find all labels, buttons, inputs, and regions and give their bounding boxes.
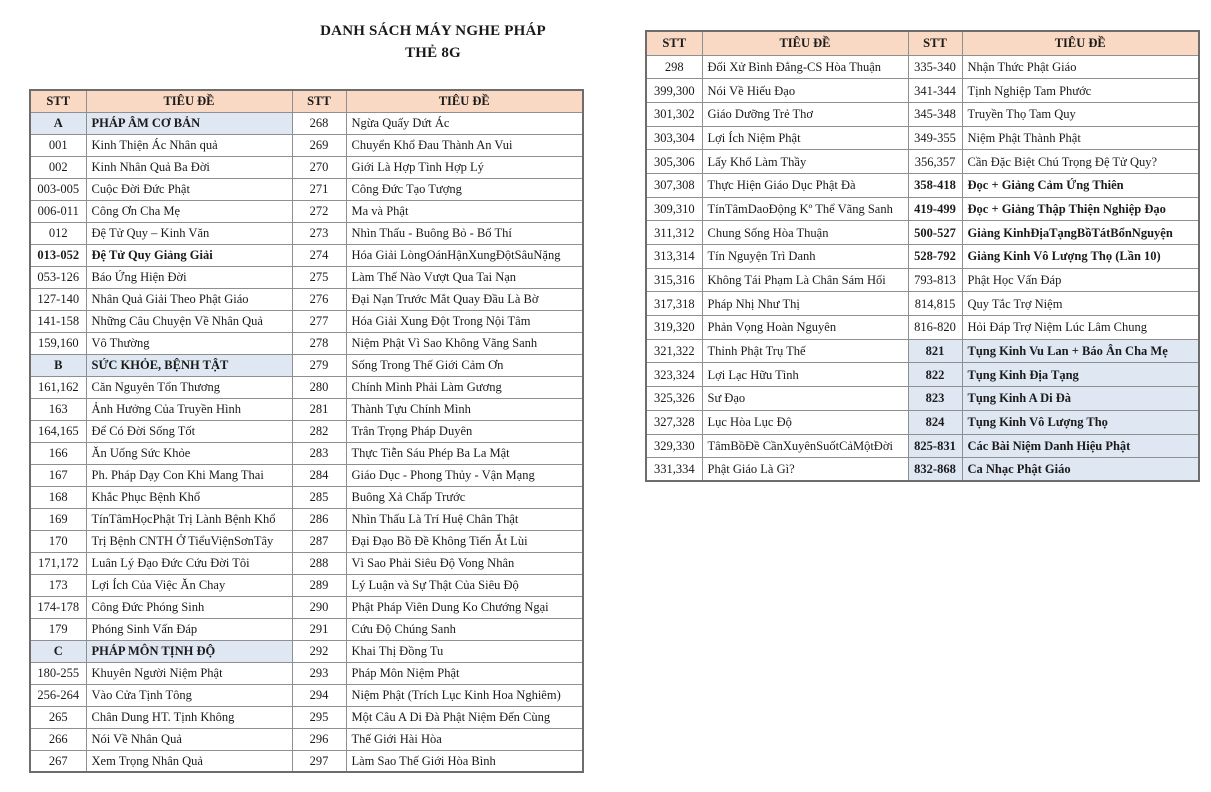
title-cell: Hóa Giải LòngOánHậnXungĐộtSâuNặng	[346, 244, 583, 266]
stt-cell: 286	[292, 508, 346, 530]
stt-cell: 327,328	[646, 410, 702, 434]
table-row	[30, 640, 583, 662]
stt-cell: 279	[292, 354, 346, 376]
title-cell: Đọc + Giảng Cảm Ứng Thiên	[962, 173, 1199, 197]
title-cell: Phóng Sinh Vấn Đáp	[86, 618, 292, 640]
table-row	[646, 55, 1199, 79]
stt-cell: 053-126	[30, 266, 86, 288]
stt-cell: 275	[292, 266, 346, 288]
title-cell: Kinh Thiện Ác Nhân quả	[86, 134, 292, 156]
stt-cell: 341-344	[908, 79, 962, 103]
table-row	[30, 552, 583, 574]
title-cell: Công Đức Phóng Sinh	[86, 596, 292, 618]
stt-cell: 313,314	[646, 245, 702, 269]
title-cell: Giáo Dưỡng Trẻ Thơ	[702, 102, 908, 126]
title-cell: Công Đức Tạo Tượng	[346, 178, 583, 200]
table-row	[30, 134, 583, 156]
stt-cell: 166	[30, 442, 86, 464]
title-cell: Pháp Môn Niệm Phật	[346, 662, 583, 684]
table-row	[30, 662, 583, 684]
header-stt: STT	[646, 31, 702, 55]
title-cell: Chính Mình Phải Làm Gương	[346, 376, 583, 398]
title-cell: Ngừa Quấy Dứt Ác	[346, 112, 583, 134]
title-cell: Làm Thế Nào Vượt Qua Tai Nạn	[346, 266, 583, 288]
stt-cell: 012	[30, 222, 86, 244]
stt-cell: 293	[292, 662, 346, 684]
stt-cell: 814,815	[908, 292, 962, 316]
stt-cell: 325,326	[646, 387, 702, 411]
stt-cell: 319,320	[646, 316, 702, 340]
title-cell: Sư Đạo	[702, 387, 908, 411]
left-table	[29, 89, 584, 773]
header-stt: STT	[30, 90, 86, 112]
stt-cell: B	[30, 354, 86, 376]
title-cell: Tín Nguyện Trì Danh	[702, 245, 908, 269]
title-cell: Nhận Thức Phật Giáo	[962, 55, 1199, 79]
stt-cell: 282	[292, 420, 346, 442]
header-title: TIÊU ĐỀ	[702, 31, 908, 55]
title-cell: Nhìn Thấu Là Trí Huệ Chân Thật	[346, 508, 583, 530]
table-row	[646, 339, 1199, 363]
header-title: TIÊU ĐỀ	[962, 31, 1199, 55]
stt-cell: 419-499	[908, 197, 962, 221]
title-cell: Các Bài Niệm Danh Hiệu Phật	[962, 434, 1199, 458]
title-cell: Phản Vọng Hoàn Nguyên	[702, 316, 908, 340]
title-cell: Đối Xử Bình Đẳng-CS Hòa Thuận	[702, 55, 908, 79]
table-row	[30, 684, 583, 706]
title-cell: Lợi Ích Của Việc Ăn Chay	[86, 574, 292, 596]
title-cell: Phật Pháp Viên Dung Ko Chướng Ngại	[346, 596, 583, 618]
stt-cell: 006-011	[30, 200, 86, 222]
table-row	[646, 126, 1199, 150]
stt-cell: 167	[30, 464, 86, 486]
title-cell: Pháp Nhị Như Thị	[702, 292, 908, 316]
stt-cell: 281	[292, 398, 346, 420]
stt-cell: 399,300	[646, 79, 702, 103]
title-cell: Khuyên Người Niệm Phật	[86, 662, 292, 684]
stt-cell: 823	[908, 387, 962, 411]
title-cell: Cần Đặc Biệt Chú Trọng Đệ Tử Quy?	[962, 150, 1199, 174]
title-cell: Thế Giới Hài Hòa	[346, 728, 583, 750]
title-cell: Đại Đạo Bồ Đề Không Tiến Ắt Lùi	[346, 530, 583, 552]
stt-cell: 276	[292, 288, 346, 310]
title-cell: Niệm Phật (Trích Lục Kinh Hoa Nghiêm)	[346, 684, 583, 706]
title-line-2: THẺ 8G	[405, 45, 461, 61]
header-title: TIÊU ĐỀ	[86, 90, 292, 112]
title-cell: Vì Sao Phải Siêu Độ Vong Nhân	[346, 552, 583, 574]
stt-cell: 270	[292, 156, 346, 178]
title-cell: Ph. Pháp Dạy Con Khi Mang Thai	[86, 464, 292, 486]
table-row	[30, 486, 583, 508]
stt-cell: 127-140	[30, 288, 86, 310]
title-cell: Hóa Giải Xung Đột Trong Nội Tâm	[346, 310, 583, 332]
table-row	[30, 310, 583, 332]
stt-cell: 821	[908, 339, 962, 363]
header-title: TIÊU ĐỀ	[346, 90, 583, 112]
table-row	[30, 596, 583, 618]
title-cell: Đại Nạn Trước Mắt Quay Đầu Là Bờ	[346, 288, 583, 310]
title-cell: Tịnh Nghiệp Tam Phước	[962, 79, 1199, 103]
stt-cell: 280	[292, 376, 346, 398]
title-cell: Tụng Kinh Vu Lan + Báo Ân Cha Mẹ	[962, 339, 1199, 363]
stt-cell: 356,357	[908, 150, 962, 174]
title-cell: Ảnh Hưởng Của Truyền Hình	[86, 398, 292, 420]
stt-cell: 832-868	[908, 458, 962, 482]
title-cell: Nói Về Nhân Quả	[86, 728, 292, 750]
title-cell: Một Câu A Di Đà Phật Niệm Đến Cùng	[346, 706, 583, 728]
title-line-1: DANH SÁCH MÁY NGHE PHÁP	[320, 23, 546, 39]
stt-cell: 307,308	[646, 173, 702, 197]
table-row	[646, 79, 1199, 103]
stt-cell: 292	[292, 640, 346, 662]
table-row	[646, 268, 1199, 292]
title-cell: Thành Tựu Chính Mình	[346, 398, 583, 420]
stt-cell: 179	[30, 618, 86, 640]
title-cell: SỨC KHỎE, BỆNH TẬT	[86, 354, 292, 376]
stt-cell: 278	[292, 332, 346, 354]
stt-cell: 294	[292, 684, 346, 706]
table-row	[646, 410, 1199, 434]
title-cell: Tụng Kinh Vô Lượng Thọ	[962, 410, 1199, 434]
stt-cell: 500-527	[908, 221, 962, 245]
table-row	[30, 728, 583, 750]
stt-cell: 277	[292, 310, 346, 332]
stt-cell: 793-813	[908, 268, 962, 292]
stt-cell: 163	[30, 398, 86, 420]
title-cell: Thực Hiện Giáo Dục Phật Đà	[702, 173, 908, 197]
title-cell: Quy Tắc Trợ Niệm	[962, 292, 1199, 316]
title-cell: Phật Giáo Là Gì?	[702, 458, 908, 482]
table-row	[30, 508, 583, 530]
title-cell: Ăn Uống Sức Khỏe	[86, 442, 292, 464]
page-title	[290, 20, 576, 64]
title-cell: Chung Sống Hòa Thuận	[702, 221, 908, 245]
table-row	[30, 530, 583, 552]
stt-cell: 161,162	[30, 376, 86, 398]
title-cell: Lục Hòa Lục Độ	[702, 410, 908, 434]
stt-cell: 329,330	[646, 434, 702, 458]
table-row	[646, 221, 1199, 245]
table-row	[30, 750, 583, 772]
table-row	[646, 173, 1199, 197]
stt-cell: 268	[292, 112, 346, 134]
title-cell: Phật Học Vấn Đáp	[962, 268, 1199, 292]
stt-cell: 345-348	[908, 102, 962, 126]
title-cell: Thực Tiễn Sáu Phép Ba La Mật	[346, 442, 583, 464]
title-cell: Lợi Ích Niệm Phật	[702, 126, 908, 150]
table-row	[30, 354, 583, 376]
title-cell: Nhân Quả Giải Theo Phật Giáo	[86, 288, 292, 310]
title-cell: Thỉnh Phật Trụ Thế	[702, 339, 908, 363]
table-row	[30, 420, 583, 442]
stt-cell: 273	[292, 222, 346, 244]
table-row	[30, 222, 583, 244]
stt-cell: 297	[292, 750, 346, 772]
header-stt: STT	[292, 90, 346, 112]
table-row	[30, 442, 583, 464]
title-cell: Giảng KinhĐịaTạngBồTátBổnNguyện	[962, 221, 1199, 245]
title-cell: PHÁP ÂM CƠ BẢN	[86, 112, 292, 134]
stt-cell: 272	[292, 200, 346, 222]
title-cell: Khắc Phục Bệnh Khổ	[86, 486, 292, 508]
title-cell: Giảng Kinh Vô Lượng Thọ (Lần 10)	[962, 245, 1199, 269]
title-cell: Vào Cửa Tịnh Tông	[86, 684, 292, 706]
stt-cell: A	[30, 112, 86, 134]
stt-cell: 171,172	[30, 552, 86, 574]
title-cell: Chuyển Khổ Đau Thành An Vui	[346, 134, 583, 156]
stt-cell: 164,165	[30, 420, 86, 442]
table-row	[646, 292, 1199, 316]
stt-cell: 174-178	[30, 596, 86, 618]
stt-cell: 267	[30, 750, 86, 772]
stt-cell: 269	[292, 134, 346, 156]
stt-cell: 822	[908, 363, 962, 387]
table-row	[646, 387, 1199, 411]
stt-cell: 170	[30, 530, 86, 552]
title-cell: Lấy Khổ Làm Thầy	[702, 150, 908, 174]
table-row	[30, 200, 583, 222]
title-cell: Ma và Phật	[346, 200, 583, 222]
title-cell: Ca Nhạc Phật Giáo	[962, 458, 1199, 482]
table-row	[30, 574, 583, 596]
table-row	[646, 197, 1199, 221]
stt-cell: 013-052	[30, 244, 86, 266]
stt-cell: 265	[30, 706, 86, 728]
table-row	[30, 376, 583, 398]
title-cell: Truyền Thọ Tam Quy	[962, 102, 1199, 126]
stt-cell: 311,312	[646, 221, 702, 245]
table-row	[30, 618, 583, 640]
title-cell: Công Ơn Cha Mẹ	[86, 200, 292, 222]
stt-cell: 321,322	[646, 339, 702, 363]
stt-cell: 003-005	[30, 178, 86, 200]
title-cell: Không Tái Phạm Là Chân Sám Hối	[702, 268, 908, 292]
title-cell: Kinh Nhân Quả Ba Đời	[86, 156, 292, 178]
table-row	[646, 458, 1199, 482]
stt-cell: 317,318	[646, 292, 702, 316]
table-row	[30, 706, 583, 728]
stt-cell: 180-255	[30, 662, 86, 684]
title-cell: Đệ Tử Quy – Kinh Văn	[86, 222, 292, 244]
stt-cell: 335-340	[908, 55, 962, 79]
stt-cell: 349-355	[908, 126, 962, 150]
stt-cell: 309,310	[646, 197, 702, 221]
stt-cell: 285	[292, 486, 346, 508]
stt-cell: 002	[30, 156, 86, 178]
table-row	[30, 266, 583, 288]
title-cell: Báo Ứng Hiện Đời	[86, 266, 292, 288]
table-row	[646, 245, 1199, 269]
title-cell: Nói Về Hiếu Đạo	[702, 79, 908, 103]
title-cell: Giới Là Hợp Tình Hợp Lý	[346, 156, 583, 178]
table-row	[30, 398, 583, 420]
title-cell: Tụng Kinh Địa Tạng	[962, 363, 1199, 387]
stt-cell: 288	[292, 552, 346, 574]
stt-cell: 528-792	[908, 245, 962, 269]
title-cell: Buông Xả Chấp Trước	[346, 486, 583, 508]
title-cell: Những Câu Chuyện Về Nhân Quả	[86, 310, 292, 332]
header-stt: STT	[908, 31, 962, 55]
stt-cell: 168	[30, 486, 86, 508]
table-row	[646, 102, 1199, 126]
stt-cell: 816-820	[908, 316, 962, 340]
table-row	[30, 156, 583, 178]
stt-cell: 298	[646, 55, 702, 79]
right-table	[645, 30, 1200, 482]
title-cell: Lý Luận và Sự Thật Của Siêu Độ	[346, 574, 583, 596]
stt-cell: 284	[292, 464, 346, 486]
title-cell: Căn Nguyên Tổn Thương	[86, 376, 292, 398]
title-cell: Niệm Phật Vì Sao Không Vãng Sanh	[346, 332, 583, 354]
stt-cell: 173	[30, 574, 86, 596]
table-row	[646, 363, 1199, 387]
stt-cell: 358-418	[908, 173, 962, 197]
stt-cell: 303,304	[646, 126, 702, 150]
title-cell: Luân Lý Đạo Đức Cứu Đời Tôi	[86, 552, 292, 574]
title-cell: Khai Thị Đồng Tu	[346, 640, 583, 662]
table-row	[30, 112, 583, 134]
title-cell: Đọc + Giảng Thập Thiện Nghiệp Đạo	[962, 197, 1199, 221]
stt-cell: 256-264	[30, 684, 86, 706]
stt-cell: 274	[292, 244, 346, 266]
title-cell: Vô Thường	[86, 332, 292, 354]
title-cell: TínTâmHọcPhật Trị Lành Bệnh Khổ	[86, 508, 292, 530]
stt-cell: 290	[292, 596, 346, 618]
table-row	[30, 244, 583, 266]
title-cell: TínTâmDaoĐộng Kº Thể Vãng Sanh	[702, 197, 908, 221]
stt-cell: 169	[30, 508, 86, 530]
stt-cell: 287	[292, 530, 346, 552]
stt-cell: 296	[292, 728, 346, 750]
title-cell: Cuộc Đời Đức Phật	[86, 178, 292, 200]
title-cell: PHÁP MÔN TỊNH ĐỘ	[86, 640, 292, 662]
stt-cell: 141-158	[30, 310, 86, 332]
title-cell: Sống Trong Thế Giới Cảm Ơn	[346, 354, 583, 376]
table-row	[30, 288, 583, 310]
title-cell: Đệ Tử Quy Giảng Giải	[86, 244, 292, 266]
table-row	[646, 434, 1199, 458]
title-cell: Trị Bệnh CNTH Ở TiểuViệnSơnTây	[86, 530, 292, 552]
title-cell: Hỏi Đáp Trợ Niệm Lúc Lâm Chung	[962, 316, 1199, 340]
stt-cell: 271	[292, 178, 346, 200]
stt-cell: 159,160	[30, 332, 86, 354]
stt-cell: 315,316	[646, 268, 702, 292]
stt-cell: 305,306	[646, 150, 702, 174]
table-row	[30, 178, 583, 200]
stt-cell: 283	[292, 442, 346, 464]
title-cell: Cứu Độ Chúng Sanh	[346, 618, 583, 640]
stt-cell: 301,302	[646, 102, 702, 126]
stt-cell: 289	[292, 574, 346, 596]
table-row	[30, 332, 583, 354]
title-cell: Làm Sao Thế Giới Hòa Bình	[346, 750, 583, 772]
title-cell: Xem Trọng Nhân Quả	[86, 750, 292, 772]
table-row	[646, 316, 1199, 340]
stt-cell: 824	[908, 410, 962, 434]
stt-cell: 323,324	[646, 363, 702, 387]
table-row	[646, 150, 1199, 174]
stt-cell: 295	[292, 706, 346, 728]
table-row	[30, 464, 583, 486]
title-cell: Chân Dung HT. Tịnh Không	[86, 706, 292, 728]
stt-cell: 266	[30, 728, 86, 750]
title-cell: Trân Trọng Pháp Duyên	[346, 420, 583, 442]
title-cell: Niệm Phật Thành Phật	[962, 126, 1199, 150]
stt-cell: 825-831	[908, 434, 962, 458]
title-cell: Tụng Kinh A Di Đà	[962, 387, 1199, 411]
title-cell: Nhìn Thấu - Buông Bỏ - Bố Thí	[346, 222, 583, 244]
title-cell: Giáo Dục - Phong Thủy - Vận Mạng	[346, 464, 583, 486]
stt-cell: 331,334	[646, 458, 702, 482]
stt-cell: 001	[30, 134, 86, 156]
stt-cell: C	[30, 640, 86, 662]
title-cell: Để Có Đời Sống Tốt	[86, 420, 292, 442]
stt-cell: 291	[292, 618, 346, 640]
title-cell: TâmBồĐề CầnXuyênSuốtCảMộtĐời	[702, 434, 908, 458]
title-cell: Lợi Lạc Hữu Tình	[702, 363, 908, 387]
